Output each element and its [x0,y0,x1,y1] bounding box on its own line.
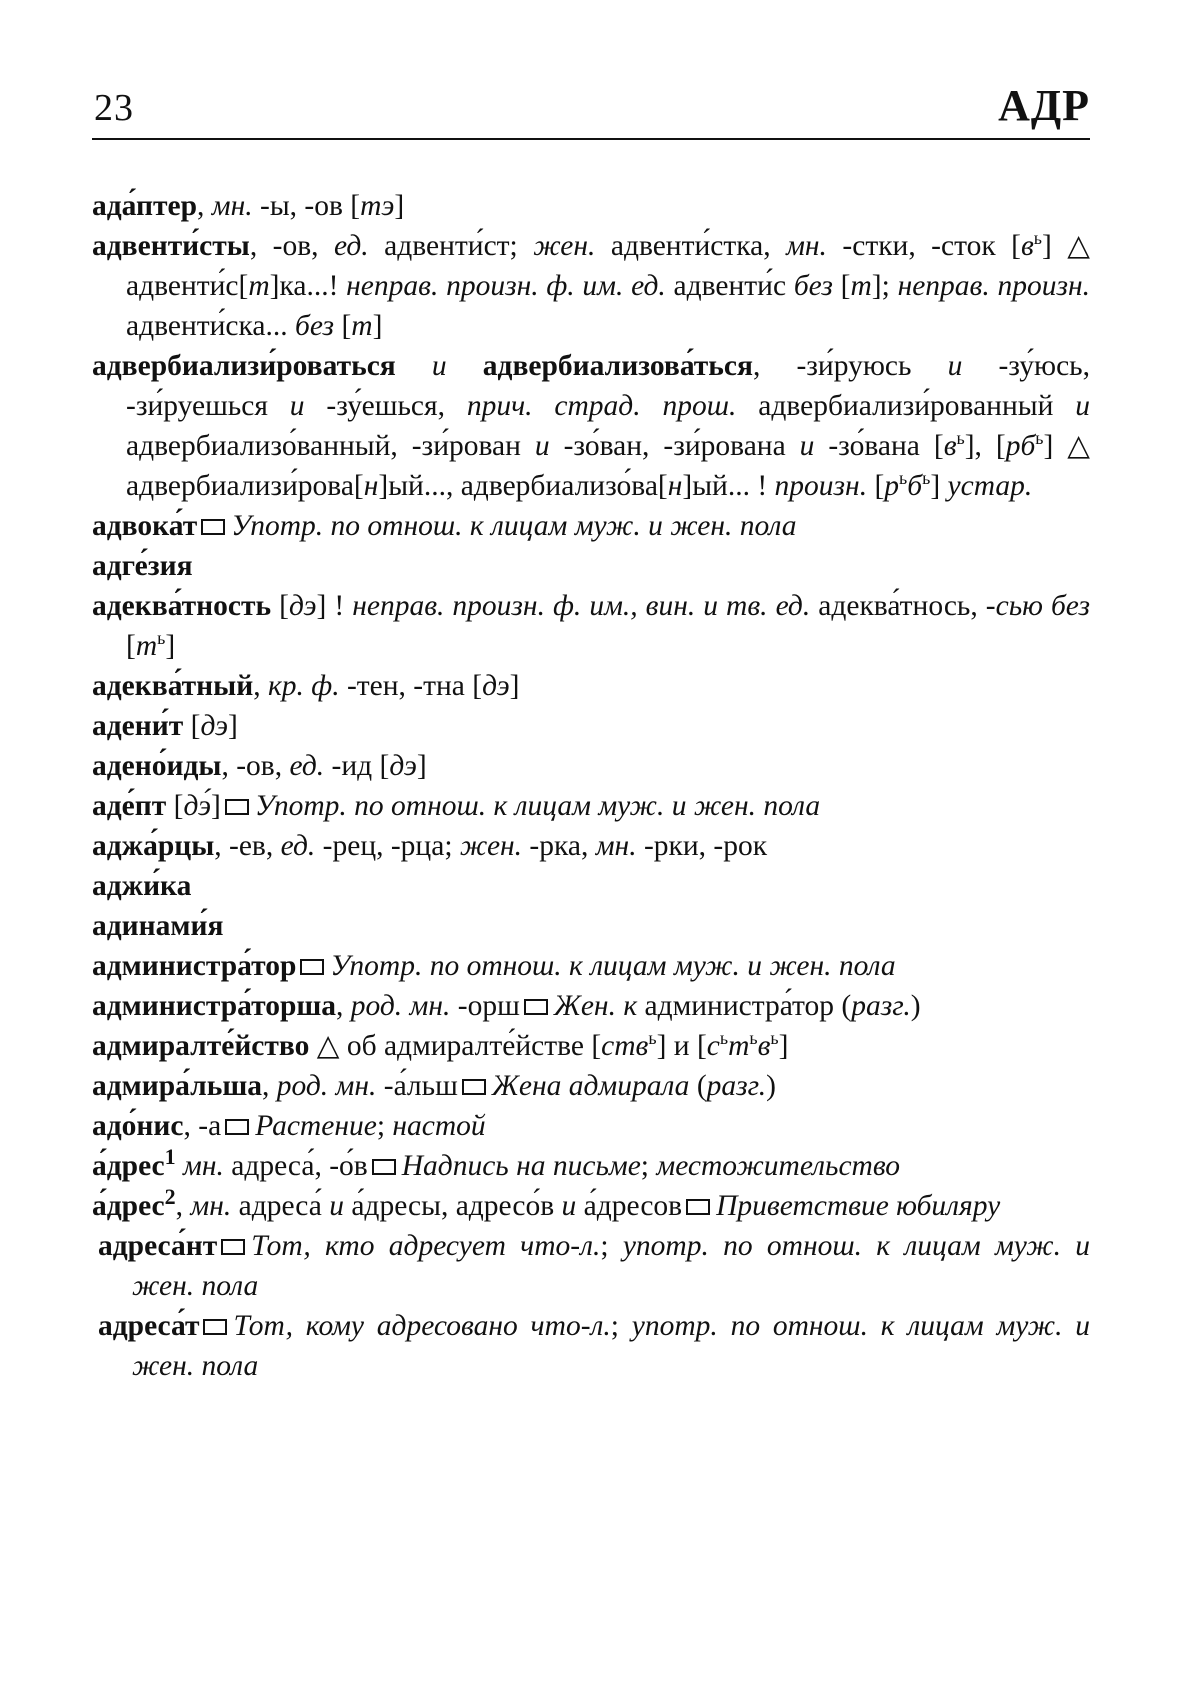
entry-text: -рец, -рца; [315,830,460,862]
headword: адеква́тность [92,590,272,622]
headword: адеква́тный [92,670,254,702]
entry-text: ] [416,750,427,782]
grammar-note: б [907,470,923,502]
entry-text: , [336,990,351,1022]
grammar-note: употр. по отнош. к лицам муж. и жен. пола [132,1310,1090,1382]
entry-text: -зу́юсь, -зи́руешься [126,350,1091,422]
entry-text: △ об адмиралте́йстве [ [309,1030,602,1062]
dictionary-entry-admiralsha [92,1066,1090,1106]
grammar-note: ед. [334,230,369,262]
entry-text: [ [271,590,289,622]
entry-text: адвенти́ска... [126,310,295,342]
grammar-note: жен. [533,230,596,262]
softness-mark: ь [1033,228,1043,249]
entry-text: ]ый..., адвербиализо́ва[ [378,470,668,502]
grammar-note: Тот, кто адресует что-л. [251,1230,601,1262]
grammar-note: употр. по отнош. к лицам муж. и жен. пола [132,1230,1090,1302]
entry-text: ], [ [964,430,1006,462]
entry-text: , [175,1190,191,1222]
entry-text [396,350,432,382]
softness-mark: ь [648,1028,657,1049]
entry-text: [ [334,310,352,342]
entry-text: адвербиализи́рованный [736,390,1076,422]
grammar-note: т [248,270,270,302]
grammar-note: мн. [786,230,827,262]
entry-text [176,1150,183,1182]
dictionary-entry-admiralteystvo [92,1026,1090,1066]
entry-text: -стки, -сток [ [826,230,1021,262]
grammar-note: и [289,390,305,422]
dictionary-entry-adventisty [92,226,1090,346]
entry-text: адвербиализо́ванный, -зи́рован [126,430,535,462]
page-number: 23 [94,87,134,129]
headword: адено́иды [92,750,222,782]
guide-word: АДР [998,81,1090,130]
entry-text: адвенти́ст; [368,230,534,262]
dictionary-entry-adverbializirovatsya [92,346,1090,506]
grammar-note: н [667,470,683,502]
softness-mark: ь [770,1028,779,1049]
softness-mark: ь [956,428,965,449]
headword: администра́торша [92,990,337,1022]
grammar-note: ств [601,1030,649,1062]
entry-text: ) [766,1070,776,1102]
headword: адвока́т [92,510,198,542]
softness-mark: ь [719,1028,729,1049]
dictionary-entry-adres2 [92,1186,1090,1226]
grammar-note: т [351,310,373,342]
grammar-note: ед. [289,750,325,782]
grammar-note: род. мн. [350,990,451,1022]
entry-text [447,350,483,382]
grammar-note: разг. [851,990,911,1022]
dictionary-entry-adres1 [92,1146,1090,1186]
entry-text: ] [372,310,383,342]
entry-text: , [197,190,212,222]
grammar-note: т [850,270,872,302]
grammar-note: Растение [255,1110,377,1142]
grammar-note: рб [1005,430,1036,462]
grammar-note: мн. [595,830,637,862]
entry-text: ] [228,710,238,742]
headword: аджи́ка [92,870,192,902]
headword: адвербиализи́роваться [92,350,396,382]
entry-text: ] [509,670,520,702]
entry-text: [ [867,470,885,502]
grammar-note: дэ [482,670,510,702]
grammar-note: и [431,350,447,382]
grammar-note: разг. [706,1070,767,1102]
grammar-note: дэ [200,710,229,742]
definition-box-icon [686,1199,710,1215]
headword: администра́тор [92,950,297,982]
entry-text: -а́льш [376,1070,458,1102]
softness-mark: ь [899,468,908,489]
entry-text: ; [600,1230,623,1262]
entry-text: адвенти́стка, [595,230,787,262]
headword: адинами́я [92,910,224,942]
headword: адо́нис [92,1110,184,1142]
entry-text: , -ев, [214,830,281,862]
grammar-note: Жена адмирала [491,1070,690,1102]
entry-text: , -зи́руюсь [752,350,948,382]
grammar-note: р [884,470,900,502]
headword: адвенти́сты [92,230,250,262]
headword: ада́птер [92,190,198,222]
grammar-note: без [793,270,833,302]
dictionary-entry-adgeziya [92,546,1090,586]
grammar-note: произн. [774,470,868,502]
entry-text: ] [211,790,221,822]
grammar-note: Употр. по отнош. к лицам муж. и жен. пола [330,950,896,982]
entry-text: ] △ адвербиализи́рова[ [126,430,1090,502]
dictionary-entry-administratorsha [92,986,1090,1026]
grammar-note: Приветствие юбиляру [716,1190,1001,1222]
softness-mark: ь [1035,428,1044,449]
entry-text: -орш [450,990,520,1022]
entry-text: ; [610,1310,632,1342]
headword: а́дрес [92,1190,165,1222]
grammar-note: дэ [288,590,317,622]
grammar-note: Употр. по отнош. к лицам муж. и жен. пола [231,510,797,542]
grammar-note: неправ. произн. ф. им., вин. и тв. ед. [352,590,811,622]
entry-text: -рки, -рок [636,830,768,862]
page-header [92,78,1090,140]
headword: адреса́нт [98,1230,218,1262]
grammar-note: Надпись на письме [401,1150,641,1182]
entry-text: ; [640,1150,657,1182]
grammar-note: дэ́ [183,790,212,822]
entry-text: -зу́ешься, [304,390,467,422]
softness-mark: ь [157,628,166,649]
definition-box-icon [300,959,324,975]
entry-text: , -ов, [221,750,290,782]
entry-text: -ид [ [324,750,390,782]
grammar-note: н [363,470,379,502]
entry-text: адеква́тнось, [810,590,986,622]
entry-text: ] [394,190,405,222]
entry-text: ] ! [316,590,353,622]
dictionary-entry-adzhartsy [92,826,1090,866]
grammar-note: кр. ф. [267,670,340,702]
dictionary-entry-adekvatnyy [92,666,1090,706]
entry-text: а́дресы, адресо́в [343,1190,562,1222]
headword: аджа́рцы [92,830,215,862]
entry-text: -тен, -тна [ [339,670,483,702]
entry-text: ) [910,990,921,1022]
headword: аде́пт [92,790,167,822]
dictionary-entries [92,186,1090,1386]
definition-box-icon [225,1119,249,1135]
grammar-note: местожительство [656,1150,901,1182]
grammar-note: и [1075,390,1090,422]
definition-box-icon [372,1159,396,1175]
dictionary-entry-adonis [92,1106,1090,1146]
entry-text: ]ка...! [269,270,347,302]
entry-text: -зо́ван, -зи́рована [549,430,800,462]
entry-text: [ [126,630,136,662]
entry-text: адреса́ [231,1190,330,1222]
grammar-note: мн. [183,1150,224,1182]
dictionary-entry-administrator [92,946,1090,986]
dictionary-entry-adapter [92,186,1090,226]
grammar-note: с [706,1030,720,1062]
grammar-note: и [799,430,815,462]
grammar-note: мн. [190,1190,232,1222]
softness-mark: ь [749,1028,758,1049]
grammar-note: и [947,350,963,382]
dictionary-entry-adzhika [92,866,1090,906]
grammar-note: ед. [280,830,316,862]
entry-text: , [253,670,268,702]
entry-text: ] [165,630,176,662]
dictionary-entry-adekvatnost [92,586,1090,666]
grammar-note: и [561,1190,577,1222]
grammar-note: Тот, кому адресовано что-л. [233,1310,611,1342]
grammar-note: т [728,1030,750,1062]
grammar-note: неправ. произн. [897,270,1090,302]
headword: адмира́льша [92,1070,262,1102]
grammar-note: в [757,1030,771,1062]
entry-text: [ [183,710,201,742]
headword: адреса́т [98,1310,200,1342]
grammar-note: устар. [947,470,1033,502]
entry-text: , [262,1070,277,1102]
dictionary-entry-adresat [98,1306,1090,1386]
entry-text: ] △ адвенти́с[ [126,230,1090,302]
entry-text: адвенти́с [665,270,794,302]
definition-box-icon [462,1079,486,1095]
grammar-note: жен. [459,830,523,862]
grammar-note: дэ [389,750,417,782]
headword: а́дрес [92,1150,165,1182]
entry-text: администра́тор ( [637,990,852,1022]
grammar-note: прич. страд. прош. [466,390,737,422]
grammar-note: в [943,430,957,462]
headword: адмиралте́йство [92,1030,310,1062]
homonym-number: 1 [164,1144,176,1170]
grammar-note: и [534,430,550,462]
grammar-note: без [295,310,335,342]
grammar-note: в [1020,230,1034,262]
entry-text: адреса́, -о́в [223,1150,368,1182]
grammar-note: -сью без [985,590,1091,622]
entry-text: а́дресов [576,1190,683,1222]
definition-box-icon [203,1319,227,1335]
entry-text: ; [376,1110,393,1142]
definition-box-icon [221,1239,245,1255]
dictionary-entry-adresant [98,1226,1090,1306]
grammar-note: т [135,630,158,662]
entry-text: ] [778,1030,789,1062]
entry-text: ] и [ [656,1030,707,1062]
entry-text: [ [166,790,184,822]
dictionary-entry-adept [92,786,1090,826]
grammar-note: настой [392,1110,486,1142]
entry-text: , -ов, [249,230,335,262]
entry-text: ]ый... ! [682,470,775,502]
grammar-note: мн. [211,190,253,222]
headword: адвербиализова́ться [482,350,753,382]
entry-text: ]; [871,270,898,302]
entry-text: ( [689,1070,707,1102]
grammar-note: тэ [360,190,395,222]
dictionary-entry-adenoidy [92,746,1090,786]
entry-text: -ы, -ов [ [252,190,361,222]
grammar-note: род. мн. [276,1070,377,1102]
definition-box-icon [201,519,225,535]
entry-text: [ [832,270,851,302]
dictionary-entry-adinamiya [92,906,1090,946]
grammar-note: Жен. к [553,990,638,1022]
entry-text: , -а [183,1110,222,1142]
entry-text: ] [930,470,948,502]
homonym-number: 2 [164,1184,176,1210]
grammar-note: и [329,1190,344,1222]
headword: адге́зия [92,550,193,582]
entry-text: -зо́вана [ [814,430,944,462]
definition-box-icon [524,999,548,1015]
grammar-note: Употр. по отнош. к лицам муж. и жен. пола [254,790,821,822]
softness-mark: ь [922,468,931,489]
entry-text: -рка, [522,830,596,862]
dictionary-entry-adenit [92,706,1090,746]
definition-box-icon [225,799,249,815]
dictionary-entry-advokat [92,506,1090,546]
headword: адени́т [92,710,184,742]
grammar-note: неправ. произн. ф. им. ед. [346,270,666,302]
